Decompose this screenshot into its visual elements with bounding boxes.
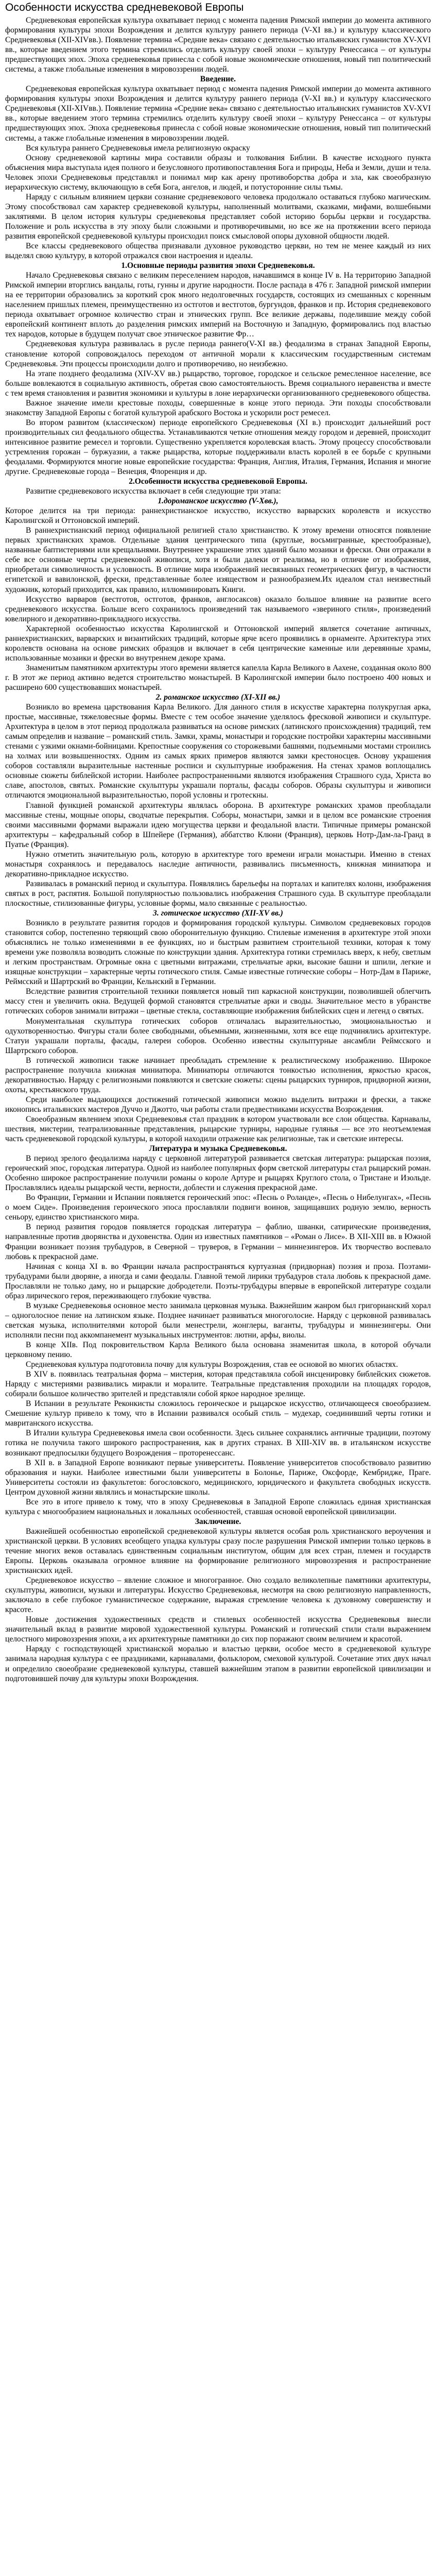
paragraph: Своеобразным явлением эпохи Средневековья стал праздник в котором участвовали все слои общества. Карнавалы, шествия, мистерии, театрализованные представления, рыцарские турниры, народные гулянья — все это неотъемлемая часть средневековой городской культуры, в которой находили отражение как религиозные, так и светские интересы.	[5, 1114, 431, 1144]
paragraph: В конце XIIв. Под покровительством Карла Великого была основана знаменитая школа, в которой обучали церковному пению.	[5, 1341, 431, 1360]
paragraph: На этапе позднего феодализма (XIV-XV вв.) рыцарство, торговое, городское и сельское ремесленное население, все больше вовлекаются в социальную активность, обретая свою самостоятельность. Время социального неравенства и вместе с тем время становления и развития экономики и культуры в лоне иерархически организованного средневекового общества.	[5, 369, 431, 398]
paragraph: В Испании в результате Реконкисты сложилось героическое и рыцарское искусство, отличающееся своеобразием. Смешение культур привело к тому, что в Испании развивался особый стиль – мудехар, соединивший черты готики и мавританского искусства.	[5, 1399, 431, 1428]
paragraph: Которое делится на три периода: раннехристианское искусство, искусство варварских королевств и искусство Каролингской и Оттоновской империй.	[5, 506, 431, 526]
paragraph: В музыке Средневековья основное место занимала церковная музыка. Важнейшим жанром был григорианский хорал – одноголосное пение на латинском языке. Позднее начинает развиваться многоголосие. Наряду с церковной развивалась светская музыка, исполнителями которой были менестрели, жонглеры, ваганты, трубадуры и миннезингеры. Они исполняли песни под аккомпанемент музыкальных инструментов: лютни, арфы, виолы.	[5, 1301, 431, 1340]
paragraph: Нужно отметить значительную роль, которую в архитектуре того времени играли монастыри. Именно в стенах монастыря сохранялось и передавалось наследие античности, развивались письменность, книжная миниатюра и декоративно-прикладное искусство.	[5, 850, 431, 878]
section-heading: Литература и музыка Средневековья.	[149, 1144, 287, 1154]
paragraph: Развитие средневекового искусства включает в себя следующие три этапа:	[26, 487, 281, 496]
section-heading: Введение.	[200, 75, 236, 84]
section-heading: 3. готическое искусство (XII-XV вв.)	[153, 909, 283, 918]
paragraph: В XII в. в Западной Европе возникают первые университеты. Появление университетов способствовало развитию образования и науки. Наиболее известными были университеты в Болонье, Париже, Оксфорде, Кембридже, Праге. Университеты состояли из факультетов: богословского, медицинского, юридического и факультета свободных искусств. Центром духовной жизни являлись и монастырские школы.	[5, 1458, 431, 1497]
paragraph: Все классы средневекового общества признавали духовное руководство церкви, но тем не менее каждый из них выделял свою культуру, в которой отражался свои настроения и идеалы.	[5, 242, 431, 261]
paragraph: Наряду с сильным влиянием церкви сознание средневекового человека продолжало оставаться глубоко магическим. Этому способствовал сам характер средневековой культуры, наполненный молитвами, сказками, мифами, волшебными заклятиями. В целом история культуры средневековья представляет собой историю борьбы церкви и государства. Положение и роль искусства в эту эпоху были сложными и противоречивыми, но все же на протяжении всего периода развития европейской средневековой культуры происходил поиск смысловой опоры духовной общности людей.	[5, 192, 431, 241]
paragraph: В раннехристианский период официальной религией стало христианство. К этому времени относятся появление первых христианских храмов. Отдельные здания центрического типа (круглые, восьмигранные, крестообразные), названные баптистериями или крещальнями. Внутреннее украшение этих зданий было мозаики и фрески. Они отражали в себе все основные черты средневековой живописи, хотя и были далеки от реализма, но в отличие от изображения, приобретали символичность и условность. В отличие мира изображений несвязанных геометрических фигур, в частности египетской и вавилонской, фрески, представленные более изяществом и разнообразием.Их идеалом стал неизвестный художник, который приходится, как правило, иллюминировать Книги.	[5, 526, 431, 594]
paragraph: В Италии культура Средневековья имела свои особенности. Здесь сильнее сохранялись античные традиции, поэтому готика не получила такого широкого распространения, как в других странах. В XIII-XIV вв. в итальянском искусстве возникают предпосылки будущего Возрождения – проторенессанс.	[5, 1429, 431, 1458]
paragraph: Среди наиболее выдающихся достижений готической живописи можно выделить витражи и фрески, а также иконопись итальянских мастеров Дуччо и Джотто, чьи работы стали предвестниками искусства Возрождения.	[5, 1095, 431, 1114]
paragraph: В период зрелого феодализма наряду с церковной литературой развивается светская литература: рыцарская поэзия, героический эпос, городская литература. Одной из наиболее популярных форм светской литературы стал рыцарский роман. Особенно широкое распространение получили романы о короле Артуре и рыцарях Круглого стола, о Тристане и Изольде. Прославлялись идеалы рыцарской чести, верности, доблести и служения прекрасной даме.	[5, 1154, 431, 1193]
paragraph: Возникло во времена царствования Карла Великого. Для данного стиля в искусстве характерна полукруглая арка, простые, массивные, тяжеловесные формы. Вместе с тем особое значение уделялось фресковой живописи и скульптуре. Архитектура в целом в этот период продолжала развиваться на основе римских (латинского происхождения) традиций, тем самым определив и название – романский стиль. Замки, храмы, монастыри и городские постройки характерны массивными стенами с узкими окнами-бойницами. Крепостные сооружения со сторожевыми башнями, подъемными мостами строились на холмах или возвышенностях. Одним из самых ярких примеров являются замки крестоносцев. Основу украшения соборов составляли выразительные настенные росписи и скульптурные изображения. На стенах храмов воплощались основные сюжеты библейской истории. Наиболее распространенными являются изображения Страшного суда, Христа во славе, апостолов, святых. Романские скульптуры украшали порталы, фасады соборов. Образы скульптуры и живописи отличаются эмоциональной выразительностью, порой условны и гротескны.	[5, 703, 431, 800]
paragraph: В готической живописи также начинает преобладать стремление к реалистическому изображению. Широкое распространение получила книжная миниатюра. Миниатюры отличаются тонкостью исполнения, яркостью красок, декоративностью. Наряду с религиозными появляются и светские сюжеты: сцены рыцарских турниров, придворной жизни, охоты, крестьянского труда.	[5, 1056, 431, 1094]
paragraph: Средневековое искусство – явление сложное и многогранное. Оно создало великолепные памятники архитектуры, скульптуры, живописи, музыки и литературы. Искусство Средневековья, несмотря на свою религиозную направленность, заключало в себе глубокое гуманистическое содержание, выражая стремление человека к духовному совершенству и красоте.	[5, 1576, 431, 1615]
paragraph: Главной функцией романской архитектуры являлась оборона. В архитектуре романских храмов преобладали массивные стены, мощные опоры, сводчатые перекрытия. Соборы, монастыри, замки и в целом все романские строения своими массивными формами выражали идею могущества церкви и феодальной власти. Типичные примеры романской архитектуры – кафедральный собор в Шпейере (Германия), аббатство Клюни (Франция), церковь Нотр-Дам-ла-Гранд в Пуатье (Франция).	[5, 801, 431, 849]
paragraph: Характерной особенностью искусства Каролингской и Оттоновской империй является сочетание античных, раннехристианских, варварских и византийских традиций, которые ярче всего проявились в орнаменте. Архитектура этих королевств основана на основе римских образцов и включает в себя центрические каменные или деревянные храмы, использованные мозаики и фрески во внутреннем декоре храма.	[5, 624, 431, 663]
paragraph: В XIV в. появилась театральная форма – мистерия, которая представляла собой инсценировку библейских сюжетов. Наряду с мистериями развивались миракли и моралите. Театральные представления проходили на площадях городов, собирали большое количество зрителей и представляли собой яркое народное зрелище.	[5, 1370, 431, 1399]
paragraph: Основу средневековой картины мира составили образы и толкования Библии. В качестве исходного пункта объяснения мира выступала идея полного и безусловного противопоставления Бога и природы, Неба и Земли, души и тела. Человек эпохи Средневековья представлял и понимал мир как арену противоборства добра и зла, как своеобразную иерархическую систему, включающую в себя Бога, ангелов, и людей, и потусторонние силы тьмы.	[5, 153, 431, 192]
section-heading: 2.Особенности искусства средневековой Европы.	[129, 477, 307, 486]
paragraph: Искусство варваров (вестготов, остготов, франков, англосаксов) оказало большое влияние на развитие всего средневекового искусства. Больше всего сохранилось произведений так называемого «звериного стиля», произведений ювелирного и декоративно-прикладного искусства.	[5, 595, 431, 623]
section-heading: Заключение.	[195, 1517, 241, 1526]
paragraph: Вследствие развития строительной техники появляется новый тип каркасной конструкции, позволившей облегчить массу стен и увеличить окна. Ведущей формой становятся стрельчатые арки и своды. Значительное место в убранстве готических соборов занимали витражи – цветные стекла, составляющие изображения библейских сцен и легенд о святых.	[5, 987, 431, 1016]
section-heading: 1.дороманское искусство (V-Xвв.),	[158, 497, 278, 506]
paragraph: Начиная с конца XI в. во Франции начала распространяться куртуазная (придворная) поэзия и проза. Поэтами-трубадурами были дворяне, а иногда и сами феодалы. Главной темой лирики трубадуров стала любовь к прекрасной даме. Прославляли не только даму, но и рыцарские добродетели. Поэты-трубадуры впервые в европейской литературе создали образ лирического героя, переживающего глубокие чувства.	[5, 1262, 431, 1300]
page-title: Особенности искусства средневековой Европы	[5, 2, 244, 13]
paragraph: Важнейшей особенностью европейской средневековой культуры является особая роль христианского вероучения и христианской церкви. В условиях всеобщего упадка культуры сразу после разрушения Римской империи только церковь в течение многих веков оставалась единственным социальным институтом, общим для всех стран, племен и государств Европы. Церковь оказывала огромное влияние на формирование религиозного мировоззрения и распространение христианских идей.	[5, 1527, 431, 1575]
document-body	[5, 15, 431, 1684]
paragraph: Во втором развитом (классическом) периоде европейского Средневековья (XI в.) происходит дальнейший рост производительных сил феодального общества. Устанавливаются четкие отношения между городом и деревней, происходит интенсивное развитие ремесел и торговли. Существенно укрепляется королевская власть. Этому процессу способствовали устремления горожан – буржуазии, а также рыцарства, которые поддерживали власть королей в ее борьбе с крупными феодалами. Формируются многие новые европейские государства: Франция, Англия, Италия, Германия, Испания и многие другие. Средневековые города – Венеция, Флоренция и др.	[5, 418, 431, 477]
paragraph: Средневековая европейская культура охватывает период с момента падения Римской империи до момента активного формирования культуры эпохи Возрождения и делится культуру раннего периода (V-XI вв.) и культуру классического Средневековья (XII-XIVвв.). Появление термина «Средние века» связано с деятельностью итальянских гуманистов XV-XVI вв., которые введением этого термина стремились отделить культуру своей эпохи – культуру Ренессанса – от культуры предшествующих эпох. Эпоха средневековья принесла с собой новые экономические отношения, новый тип политический системы, а также глобальные изменения в мировоззрении людей.	[5, 84, 431, 143]
paragraph: Все это в итоге привело к тому, что в эпоху Средневековья в Западной Европе сложилась единая христианская культура с многообразием национальных и локальных особенностей, ставшая основой европейской цивилизации.	[5, 1497, 431, 1516]
paragraph: Средневековая культура подготовила почву для культуры Возрождения, став ее основой во многих областях.	[26, 1360, 398, 1369]
section-heading: 2. романское искусство (XI-XII вв.)	[155, 693, 281, 702]
document-page	[0, 1, 436, 1689]
paragraph: Средневековая европейская культура охватывает период с момента падения Римской империи до момента активного формирования культуры эпохи Возрождения и делится культуру раннего периода (V-XI вв.) и культуру классического Средневековья (XII-XIVвв.). Появление термина «Средние века» связано с деятельностью итальянских гуманистов XV-XVI вв., которые введением этого термина стремились отделить культуру своей эпохи – культуру Ренессанса – от культуры предшествующих эпох. Эпоха средневековья принесла с собой новые экономические отношения, новый тип политический системы, а также глобальные изменения в мировоззрении людей.	[5, 16, 431, 74]
paragraph: Средневековая культура развивалась в русле периода раннего(V-XI вв.) феодализма в странах Западной Европы, становление которой сопровождалось переходом от античной морали к классическим государственным системам Средневековья. Эти процессы происходили долго и противоречиво, но неизбежно.	[5, 340, 431, 368]
paragraph: Во Франции, Германии и Испании появляется героический эпос: «Песнь о Роланде», «Песнь о Нибелунгах», «Песнь о моем Сиде». Произведения героического эпоса прославляли подвиги воинов, защищавших родную землю, верность сеньору, единство христианского мира.	[5, 1193, 431, 1222]
paragraph: Наряду с господствующей христианской моралью и властью церкви, особое место в средневековой культуре занимала народная культура с ее праздниками, карнавалами, фольклором, смеховой культурой. Сочетание этих двух начал и определило своеобразие средневековой культуры, ставшей важнейшим этапом в развитии европейской цивилизации и подготовившей почву для культуры эпохи Возрождения.	[5, 1645, 431, 1683]
paragraph: Возникло в результате развития городов и формирования городской культуры. Символом средневековых городов становится собор, постепенно теряющий свою оборонительную функцию. Стилевые изменения в архитектуре этой эпохи объяснялись не только изменениями в ее функциях, но и быстрым развитием строительной техники, которая к тому времени уже позволяла возводить сложные по конструкции здания. Архитектура готики стремилась вверх, к небу, светлым и легким пространствам. Огромные окна с цветными витражами, стрельчатые арки, высокие башни и шпили, легкие и изящные конструкции – характерные черты готического стиля. Самые известные готические соборы – Нотр-Дам в Париже, Реймсский и Шартрский во Франции, Кельнский в Германии.	[5, 919, 431, 987]
section-heading: 1.Основные периоды развития эпохи Средневековья.	[121, 261, 315, 270]
paragraph: Монументальная скульптура готических соборов отличалась выразительностью, эмоциональностью и одухотворенностью. Фигуры стали более свободными, объемными, жизненными, хотя все еще подчинялись архитектуре. Статуи украшали порталы, фасады, галереи соборов. Особенно известны скульптурные ансамбли Реймсского и Шартрского соборов.	[5, 1016, 431, 1055]
paragraph: Начало Средневековья связано с великим переселением народов, начавшимся в конце IV в. На территорию Западной Римской империи вторглись вандалы, готы, гунны и другие народности. После распада в 476 г. Западной римской империи на ее территории образовались за короткий срок много недолговечных государств, состоящих из смешанных с коренным населением пришлых племен, преимущественно из остготов и вестготов, бургундов, франков и пр. История средневекового периода охватывает огромное количество стран и этнических групп. Все великие державы, поделившие между собой европейский континент вплоть до разделения римских империй на Восточную и Западную, формировались под властью тех народов, которые в будущем получат свое этническое развитие Фр…	[5, 271, 431, 339]
paragraph: Вся культура раннего Средневековья имела религиозную окраску	[26, 143, 250, 152]
paragraph: Развивалась в романский период и скульптура. Появлялись барельефы на порталах и капителях колонн, изображения святых в рост, распятия. Большой популярностью пользовались изображения Страшного суда. В скульптуре преобладали плоскостные, стилизованные фигуры, условные формы, мало связанные с реальностью.	[5, 879, 431, 908]
paragraph: Важное значение имели крестовые походы, совершенные в конце этого периода. Эти походы способствовали знакомству Западной Европы с богатой культурой арабского Востока и ускорили рост ремесел.	[5, 398, 431, 417]
paragraph: Знаменитым памятником архитектуры этого времени является капелла Карла Великого в Аахене, созданная около 800 г. В этот же период активно ведется строительство монастырей. В Каролингской империи было построено 400 новых и расширено 600 существовавших монастырей.	[5, 663, 431, 692]
paragraph: В период развития городов появляется городская литература – фаблио, шванки, сатирические произведения, направленные против дворянства и духовенства. Один из известных памятников – «Роман о Лисе». В XII-XIII вв. в Южной Франции возникает поэзия трубадуров, в Северной – труверов, в Германии – миннезингеров. Их творчество воспевало любовь к прекрасной даме.	[5, 1223, 431, 1261]
paragraph: Новые достижения художественных средств и стилевых особенностей искусства Средневековья внесли значительный вклад в развитие мировой художественной культуры. Романский и готический стили стали выражением целостного мировоззрения эпохи, а их архитектурные памятники до сих пор поражают своим величием и красотой.	[5, 1615, 431, 1644]
